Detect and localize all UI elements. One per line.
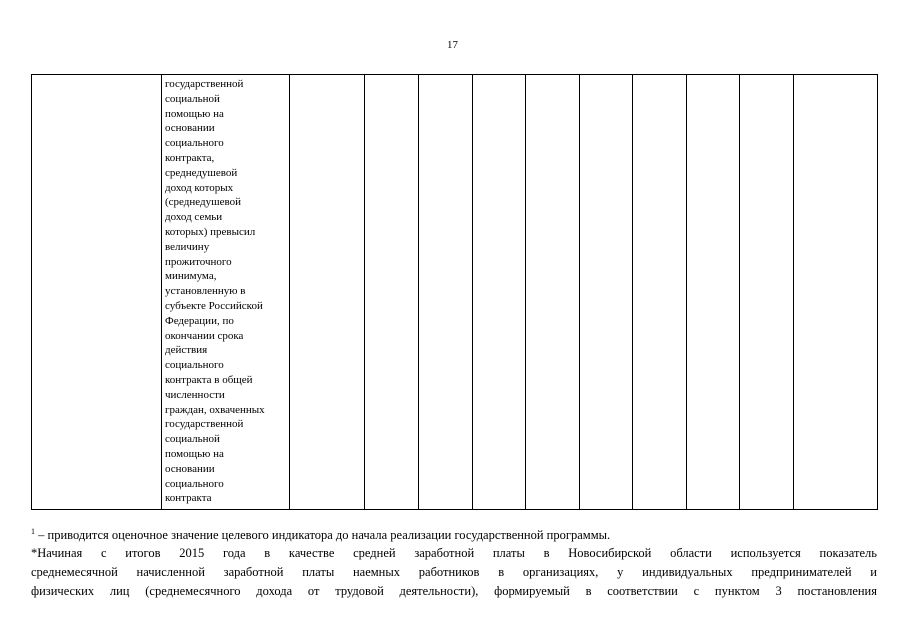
indicator-text: государственной социальной помощью на основании социального контракта, среднедушевой доход которых (среднедушевой доход семьи которых) превысил величину прожиточного минимума, установленную в субъекте Российской Федерации, по окончании срока действия социального контракта в общей численности граждан, охваченных государственной социальной помощью на основании социального контракта	[165, 78, 265, 505]
table-cell-empty	[740, 75, 794, 510]
table-cell-empty	[794, 75, 878, 510]
table-cell-empty	[365, 75, 419, 510]
table-cell-empty	[580, 75, 633, 510]
table-cell-indicator	[162, 75, 290, 510]
footnote-marker: 1	[31, 526, 35, 536]
table-cell-empty	[633, 75, 687, 510]
table-cell-empty	[419, 75, 473, 510]
footnote-2-line: физических лиц (среднемесячного дохода от трудовой деятельности), формируемый в соответствии с пунктом 3 постановления	[31, 584, 877, 598]
footnote-2-line: *Начиная с итогов 2015 года в качестве средней заработной платы в Новосибирской области используется показатель	[31, 546, 877, 560]
footnote-1-text: – приводится оценочное значение целевого индикатора до начала реализации государственной программы.	[35, 528, 611, 542]
table-cell-empty	[32, 75, 162, 510]
table-cell-empty	[526, 75, 580, 510]
table-cell-empty	[290, 75, 365, 510]
indicator-table	[31, 74, 878, 510]
footnote-2	[31, 544, 877, 601]
footnote-2-line: среднемесячной начисленной заработной платы наемных работников в организациях, у индивидуальных предпринимателей и	[31, 565, 877, 579]
footnote-1	[31, 526, 877, 545]
table-cell-empty	[687, 75, 740, 510]
page-number: 17	[447, 39, 458, 51]
table-row	[32, 75, 878, 510]
table-cell-empty	[473, 75, 526, 510]
